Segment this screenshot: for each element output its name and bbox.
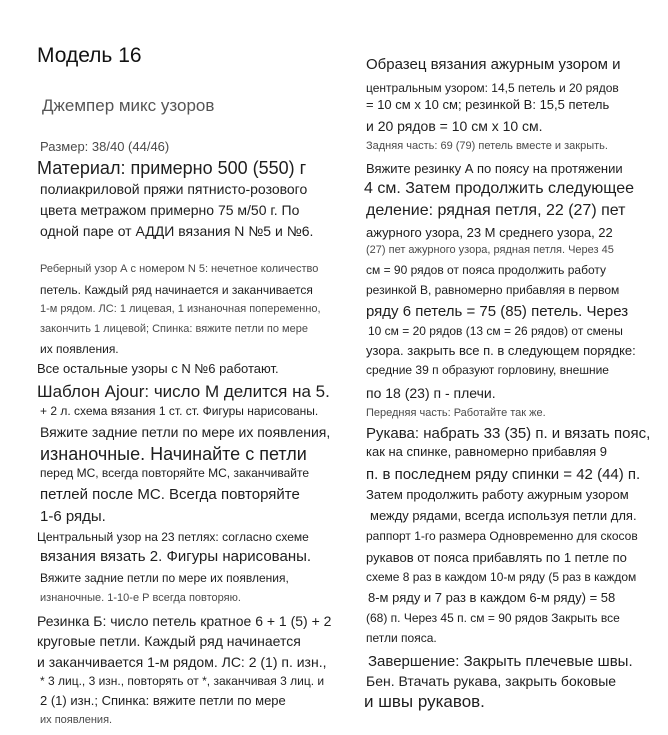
right-line-24: раппорт 1-го размера Одновременно для скосов — [366, 529, 638, 543]
left-line-6: петель. Каждый ряд начинается и заканчивается — [40, 283, 313, 297]
left-line-12: + 2 л. схема вязания 1 ст. ст. Фигуры нарисованы. — [40, 404, 319, 418]
right-line-32: и швы рукавов. — [364, 692, 485, 711]
right-line-7: 4 см. Затем продолжить следующее — [364, 180, 635, 197]
right-line-25: рукавов от пояса прибавлять по 1 петле по — [366, 550, 627, 565]
left-line-17: 1-6 ряды. — [40, 508, 106, 525]
left-line-3: цвета метражом примерно 75 м/50 г. По — [40, 202, 300, 218]
left-line-24: и заканчивается 1-м рядом. ЛС: 2 (1) п. изн., — [37, 654, 327, 670]
left-line-19: вязания вязать 2. Фигуры нарисованы. — [40, 548, 312, 565]
left-line-8: закончить 1 лицевой; Спинка: вяжите петли по мере — [40, 323, 308, 335]
right-line-28: (68) п. Через 45 п. см = 90 рядов Закрыть все — [366, 611, 620, 625]
right-line-17: по 18 (23) п - плечи. — [366, 385, 496, 401]
left-line-27: их появления. — [40, 714, 113, 726]
left-line-26: 2 (1) изн.; Спинка: вяжите петли по мере — [40, 693, 286, 708]
right-line-21: п. в последнем ряду спинки = 42 (44) п. — [366, 466, 641, 483]
left-line-18: Центральный узор на 23 петлях: согласно схеме — [37, 530, 309, 544]
left-line-25: * 3 лиц., 3 изн., повторять от *, заканчивая 3 лиц. и — [40, 674, 325, 688]
left-line-2: полиакриловой пряжи пятнисто-розового — [40, 181, 308, 197]
right-line-23: между рядами, всегда используя петли для. — [370, 508, 637, 523]
right-line-30: Завершение: Закрыть плечевые швы. — [368, 653, 633, 670]
right-line-6: Вяжите резинку А по поясу на протяжении — [366, 161, 623, 176]
left-line-23: круговые петли. Каждый ряд начинается — [37, 633, 301, 649]
right-line-27: 8-м ряду и 7 раз в каждом 6-м ряду) = 58 — [368, 590, 616, 605]
right-line-14: 10 см = 20 рядов (13 см = 26 рядов) от смены — [368, 324, 623, 338]
right-line-11: см = 90 рядов от пояса продолжить работу — [366, 263, 607, 277]
right-line-19: Рукава: набрать 33 (35) п. и вязать пояс, — [366, 425, 651, 442]
right-line-31: Бен. Втачать рукава, закрыть боковые — [366, 673, 617, 689]
page-subtitle: Джемпер микс узоров — [42, 96, 215, 115]
left-line-20: Вяжите задние петли по мере их появления, — [40, 571, 289, 585]
right-line-16: средние 39 п образуют горловину, внешние — [366, 363, 609, 377]
right-line-3: = 10 см х 10 см; резинкой В: 15,5 петель — [366, 97, 610, 112]
left-line-9: их появления. — [40, 342, 119, 356]
left-line-16: петлей после МС. Всегда повторяйте — [40, 486, 300, 503]
right-line-4: и 20 рядов = 10 см х 10 см. — [366, 118, 543, 134]
right-line-9: ажурного узора, 23 М среднего узора, 22 — [366, 225, 613, 240]
left-line-22: Резинка Б: число петель кратное 6 + 1 (5) + 2 — [37, 613, 332, 629]
left-line-14: изнаночные. Начинайте с петли — [40, 444, 307, 464]
left-line-4: одной паре от АДДИ вязания N №5 и №6. — [40, 223, 314, 239]
right-line-10: (27) пет ажурного узора, рядная петля. Через 45 — [366, 244, 614, 256]
size-line: Размер: 38/40 (44/46) — [40, 139, 170, 154]
right-line-8: деление: рядная петля, 22 (27) пет — [366, 202, 626, 219]
left-line-13: Вяжите задние петли по мере их появления, — [40, 424, 331, 440]
left-line-11: Шаблон Ajour: число М делится на 5. — [37, 382, 330, 401]
left-line-21: изнаночные. 1-10-е Р всегда повторяю. — [40, 592, 241, 604]
left-line-7: 1-м рядом. ЛС: 1 лицевая, 1 изнаночная попеременно, — [40, 303, 321, 315]
left-line-15: перед МС, всегда повторяйте МС, заканчивайте — [40, 466, 310, 480]
right-line-5: Задняя часть: 69 (79) петель вместе и закрыть. — [366, 140, 608, 152]
right-line-20: как на спинке, равномерно прибавляя 9 — [366, 444, 608, 459]
left-line-10: Все остальные узоры с N №6 работают. — [37, 361, 279, 376]
right-line-18: Передняя часть: Работайте так же. — [366, 407, 546, 419]
right-line-13: ряду 6 петель = 75 (85) петель. Через — [366, 303, 629, 320]
left-line-5: Реберный узор А с номером N 5: нечетное количество — [40, 263, 319, 275]
right-line-29: петли пояса. — [366, 631, 437, 645]
page-title: Модель 16 — [37, 44, 142, 67]
right-line-15: узора. закрыть все п. в следующем порядке: — [366, 343, 636, 358]
right-line-2: центральным узором: 14,5 петель и 20 рядов — [366, 81, 619, 95]
right-line-12: резинкой В, равномерно прибавляя в первом — [366, 283, 620, 297]
right-line-26: схеме 8 раз в каждом 10-м ряду (5 раз в каждом — [366, 570, 637, 584]
right-line-1: Образец вязания ажурным узором и — [366, 56, 621, 73]
right-line-22: Затем продолжить работу ажурным узором — [366, 487, 629, 502]
left-line-1: Материал: примерно 500 (550) г — [37, 158, 307, 178]
